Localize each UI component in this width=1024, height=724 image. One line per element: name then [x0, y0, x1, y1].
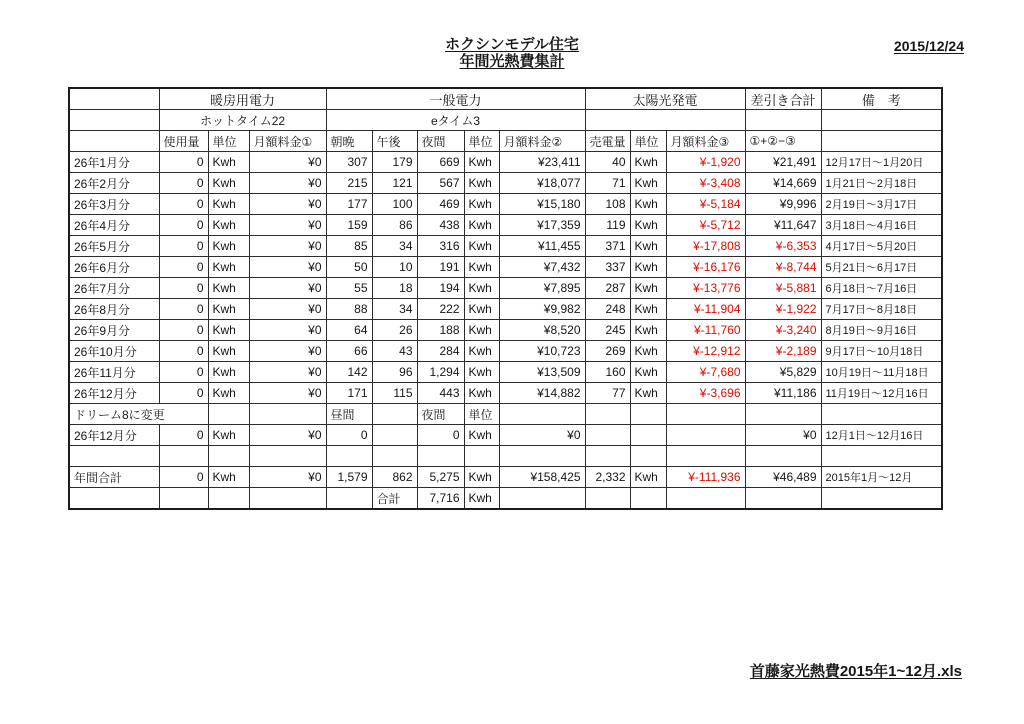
cell: Kwh	[630, 257, 666, 278]
empty-cell	[208, 488, 249, 510]
cell: 11月19日～12月16日	[821, 383, 942, 404]
cell: 0	[159, 194, 208, 215]
cell: ¥11,186	[745, 383, 821, 404]
empty-cell	[208, 446, 249, 467]
empty-cell	[499, 446, 585, 467]
cell: Kwh	[630, 362, 666, 383]
cell: 0	[159, 467, 208, 488]
cell: 179	[372, 152, 417, 173]
empty-cell	[745, 488, 821, 510]
cell: 438	[417, 215, 464, 236]
cell: 8月19日～9月16日	[821, 320, 942, 341]
cell: 10	[372, 257, 417, 278]
empty-cell	[249, 404, 326, 425]
cell: Kwh	[464, 425, 499, 446]
cell: Kwh	[208, 362, 249, 383]
cell: ¥-11,904	[666, 299, 745, 320]
cell: 0	[159, 236, 208, 257]
cell: 215	[326, 173, 372, 194]
empty-cell	[745, 110, 821, 131]
cell: 469	[417, 194, 464, 215]
cell: 26年6月分	[69, 257, 159, 278]
cell: ¥-13,776	[666, 278, 745, 299]
cell: 7,716	[417, 488, 464, 510]
cell: Kwh	[630, 299, 666, 320]
cell: 0	[159, 362, 208, 383]
empty-cell	[372, 446, 417, 467]
cell: 0	[159, 299, 208, 320]
cell: 0	[159, 278, 208, 299]
cell: 0	[417, 425, 464, 446]
month-row-2610	[69, 341, 942, 362]
cell: 合計	[372, 488, 417, 510]
cell: 26年9月分	[69, 320, 159, 341]
empty-cell	[159, 488, 208, 510]
cell: 64	[326, 320, 372, 341]
empty-cell	[821, 404, 942, 425]
cell: ¥13,509	[499, 362, 585, 383]
header-col-formula: ①+②−③	[745, 131, 821, 152]
empty-cell	[159, 446, 208, 467]
table-body	[69, 152, 942, 510]
header-plan-general: eタイム3	[326, 110, 585, 131]
month-row-2607	[69, 278, 942, 299]
cell: ¥0	[249, 173, 326, 194]
cell: Kwh	[630, 236, 666, 257]
month-row-2602	[69, 173, 942, 194]
cell: 194	[417, 278, 464, 299]
header-col-afternoon: 午後	[372, 131, 417, 152]
cell: 夜間	[417, 404, 464, 425]
header-group-solar: 太陽光発電	[585, 88, 745, 110]
cell: ¥11,455	[499, 236, 585, 257]
cell: 160	[585, 362, 630, 383]
cell: ¥8,520	[499, 320, 585, 341]
empty-cell	[821, 488, 942, 510]
empty-cell	[821, 446, 942, 467]
empty-cell	[585, 425, 630, 446]
cell: ¥14,882	[499, 383, 585, 404]
cell: 50	[326, 257, 372, 278]
month-row-2604	[69, 215, 942, 236]
cell: ¥-17,808	[666, 236, 745, 257]
cell: 85	[326, 236, 372, 257]
cell: 171	[326, 383, 372, 404]
title-line1: ホクシンモデル住宅	[445, 36, 579, 53]
cell: Kwh	[208, 278, 249, 299]
cell: 307	[326, 152, 372, 173]
header-group-heating: 暖房用電力	[159, 88, 326, 110]
empty-cell	[372, 425, 417, 446]
cell: 26年11月分	[69, 362, 159, 383]
cell: 119	[585, 215, 630, 236]
cell: ¥0	[249, 299, 326, 320]
cell: ¥0	[249, 257, 326, 278]
cell: ¥9,982	[499, 299, 585, 320]
cell: ¥0	[249, 383, 326, 404]
cell: Kwh	[208, 299, 249, 320]
cell: ¥-3,696	[666, 383, 745, 404]
cell: 1月21日～2月18日	[821, 173, 942, 194]
cell: Kwh	[208, 467, 249, 488]
cell: ¥-8,744	[745, 257, 821, 278]
cell: 26年2月分	[69, 173, 159, 194]
cell: 0	[159, 215, 208, 236]
empty-cell	[499, 404, 585, 425]
empty-cell	[585, 488, 630, 510]
header-col-unit1: 単位	[208, 131, 249, 152]
month-row-2605	[69, 236, 942, 257]
cell: 26年8月分	[69, 299, 159, 320]
empty-cell	[499, 488, 585, 510]
cell: ¥5,829	[745, 362, 821, 383]
cell: 371	[585, 236, 630, 257]
cell: Kwh	[208, 236, 249, 257]
cell: ¥-5,712	[666, 215, 745, 236]
cell: ¥-3,408	[666, 173, 745, 194]
cell: Kwh	[630, 383, 666, 404]
dream8-dec-row	[69, 425, 942, 446]
cell: 2月19日～3月17日	[821, 194, 942, 215]
utility-cost-table	[68, 87, 943, 510]
cell: 108	[585, 194, 630, 215]
empty-cell	[585, 404, 630, 425]
cell: 77	[585, 383, 630, 404]
empty-cell	[326, 488, 372, 510]
cell: Kwh	[464, 152, 499, 173]
cell: 316	[417, 236, 464, 257]
empty-cell	[249, 488, 326, 510]
cell: Kwh	[464, 299, 499, 320]
cell: Kwh	[630, 173, 666, 194]
cell: Kwh	[630, 320, 666, 341]
empty-cell	[630, 446, 666, 467]
empty-cell	[666, 446, 745, 467]
cell: Kwh	[464, 341, 499, 362]
cell: 9月17日～10月18日	[821, 341, 942, 362]
cell: 245	[585, 320, 630, 341]
cell: ¥21,491	[745, 152, 821, 173]
empty-cell	[69, 488, 159, 510]
cell: 443	[417, 383, 464, 404]
cell: 12月17日～1月20日	[821, 152, 942, 173]
header-col-morning-evening: 朝晩	[326, 131, 372, 152]
cell: ¥0	[499, 425, 585, 446]
empty-cell	[630, 425, 666, 446]
cell: ¥-12,912	[666, 341, 745, 362]
cell: Kwh	[208, 152, 249, 173]
cell: ¥7,432	[499, 257, 585, 278]
header-col-unit2: 単位	[464, 131, 499, 152]
cell: 191	[417, 257, 464, 278]
cell: 669	[417, 152, 464, 173]
cell: Kwh	[208, 341, 249, 362]
cell: 88	[326, 299, 372, 320]
cell: Kwh	[630, 467, 666, 488]
cell: ドリーム8に変更	[69, 404, 208, 425]
empty-cell	[630, 488, 666, 510]
cell: ¥0	[249, 215, 326, 236]
cell: ¥-16,176	[666, 257, 745, 278]
cell: 10月19日～11月18日	[821, 362, 942, 383]
cell: ¥17,359	[499, 215, 585, 236]
header-plan-heating: ホットタイム22	[159, 110, 326, 131]
cell: Kwh	[208, 215, 249, 236]
cell: ¥-5,184	[666, 194, 745, 215]
cell: Kwh	[464, 467, 499, 488]
title-line2: 年間光熱費集計	[459, 53, 565, 70]
cell: ¥-1,922	[745, 299, 821, 320]
cell: 177	[326, 194, 372, 215]
cell: 26年12月分	[69, 383, 159, 404]
empty-cell	[821, 110, 942, 131]
cell: ¥46,489	[745, 467, 821, 488]
cell: Kwh	[464, 488, 499, 510]
cell: 337	[585, 257, 630, 278]
annual-total-row	[69, 467, 942, 488]
cell: Kwh	[464, 362, 499, 383]
cell: Kwh	[208, 257, 249, 278]
cell: 4月17日～5月20日	[821, 236, 942, 257]
cell: 3月18日～4月16日	[821, 215, 942, 236]
empty-cell	[69, 110, 159, 131]
cell: 287	[585, 278, 630, 299]
cell: 12月1日～12月16日	[821, 425, 942, 446]
header-col-night: 夜間	[417, 131, 464, 152]
header-col-fee1: 月額料金①	[249, 131, 326, 152]
empty-cell	[745, 446, 821, 467]
cell: Kwh	[208, 194, 249, 215]
cell: ¥-2,189	[745, 341, 821, 362]
cell: 0	[159, 425, 208, 446]
empty-cell	[745, 404, 821, 425]
cell: Kwh	[464, 320, 499, 341]
cell: ¥0	[745, 425, 821, 446]
header-col-sold: 売電量	[585, 131, 630, 152]
cell: 222	[417, 299, 464, 320]
cell: 26年3月分	[69, 194, 159, 215]
month-row-2612	[69, 383, 942, 404]
cell: 6月18日～7月16日	[821, 278, 942, 299]
cell: 0	[159, 173, 208, 194]
empty-cell	[666, 425, 745, 446]
header-col-fee3: 月額料金③	[666, 131, 745, 152]
cell: 96	[372, 362, 417, 383]
empty-cell	[666, 488, 745, 510]
empty-cell	[464, 446, 499, 467]
cell: ¥7,895	[499, 278, 585, 299]
cell: Kwh	[630, 278, 666, 299]
cell: 5月21日～6月17日	[821, 257, 942, 278]
header-group-row	[69, 88, 942, 110]
cell: ¥-5,881	[745, 278, 821, 299]
cell: Kwh	[630, 152, 666, 173]
cell: 121	[372, 173, 417, 194]
cell: 0	[159, 341, 208, 362]
cell: 2,332	[585, 467, 630, 488]
empty-cell	[326, 446, 372, 467]
cell: 142	[326, 362, 372, 383]
cell: 269	[585, 341, 630, 362]
cell: ¥23,411	[499, 152, 585, 173]
cell: 5,275	[417, 467, 464, 488]
cell: Kwh	[464, 257, 499, 278]
cell: 862	[372, 467, 417, 488]
cell: 100	[372, 194, 417, 215]
cell: Kwh	[208, 320, 249, 341]
footer-filename: 首藤家光熱費2015年1~12月.xls	[749, 663, 962, 680]
cell: 159	[326, 215, 372, 236]
header-group-net: 差引き合計	[745, 88, 821, 110]
cell: Kwh	[464, 215, 499, 236]
cell: ¥9,996	[745, 194, 821, 215]
cell: ¥-11,760	[666, 320, 745, 341]
cell: ¥15,180	[499, 194, 585, 215]
cell: ¥0	[249, 152, 326, 173]
empty-cell	[585, 446, 630, 467]
cell: 26	[372, 320, 417, 341]
month-row-2603	[69, 194, 942, 215]
empty-cell	[821, 131, 942, 152]
empty-cell	[69, 131, 159, 152]
cell: 248	[585, 299, 630, 320]
spacer-row	[69, 446, 942, 467]
cell: Kwh	[630, 215, 666, 236]
cell: 0	[159, 383, 208, 404]
cell: 26年4月分	[69, 215, 159, 236]
empty-cell	[417, 446, 464, 467]
cell: ¥0	[249, 278, 326, 299]
cell: 26年12月分	[69, 425, 159, 446]
empty-cell	[69, 446, 159, 467]
header-column-row	[69, 131, 942, 152]
cell: ¥-111,936	[666, 467, 745, 488]
cell: ¥0	[249, 194, 326, 215]
cell: ¥14,669	[745, 173, 821, 194]
cell: ¥11,647	[745, 215, 821, 236]
cell: Kwh	[464, 173, 499, 194]
header-col-usage: 使用量	[159, 131, 208, 152]
empty-cell	[69, 88, 159, 110]
header-col-fee2: 月額料金②	[499, 131, 585, 152]
document-date: 2015/12/24	[893, 38, 964, 54]
cell: ¥0	[249, 236, 326, 257]
cell: 43	[372, 341, 417, 362]
cell: ¥-7,680	[666, 362, 745, 383]
cell: 34	[372, 299, 417, 320]
header-group-note: 備 考	[821, 88, 942, 110]
cell: 0	[326, 425, 372, 446]
cell: ¥18,077	[499, 173, 585, 194]
grand-sum-row	[69, 488, 942, 510]
cell: ¥158,425	[499, 467, 585, 488]
cell: ¥0	[249, 320, 326, 341]
cell: Kwh	[464, 278, 499, 299]
plan-change-row	[69, 404, 942, 425]
cell: 188	[417, 320, 464, 341]
cell: Kwh	[464, 383, 499, 404]
cell: 1,579	[326, 467, 372, 488]
cell: Kwh	[630, 341, 666, 362]
cell: 26年7月分	[69, 278, 159, 299]
cell: ¥-6,353	[745, 236, 821, 257]
cell: 34	[372, 236, 417, 257]
cell: Kwh	[208, 383, 249, 404]
empty-cell	[372, 404, 417, 425]
cell: 0	[159, 152, 208, 173]
cell: 26年5月分	[69, 236, 159, 257]
cell: 26年10月分	[69, 341, 159, 362]
cell: 115	[372, 383, 417, 404]
empty-cell	[666, 404, 745, 425]
cell: 18	[372, 278, 417, 299]
cell: Kwh	[464, 236, 499, 257]
header-col-unit3: 単位	[630, 131, 666, 152]
cell: 71	[585, 173, 630, 194]
cell: Kwh	[464, 194, 499, 215]
cell: 0	[159, 320, 208, 341]
empty-cell	[585, 110, 745, 131]
page-title	[0, 36, 1024, 70]
cell: 単位	[464, 404, 499, 425]
empty-cell	[630, 404, 666, 425]
cell: Kwh	[208, 173, 249, 194]
header-group-general: 一般電力	[326, 88, 585, 110]
month-row-2601	[69, 152, 942, 173]
cell: ¥0	[249, 425, 326, 446]
cell: Kwh	[208, 425, 249, 446]
cell: Kwh	[630, 194, 666, 215]
cell: 567	[417, 173, 464, 194]
cell: 7月17日～8月18日	[821, 299, 942, 320]
cell: 0	[159, 257, 208, 278]
month-row-2609	[69, 320, 942, 341]
month-row-2611	[69, 362, 942, 383]
header-plan-row	[69, 110, 942, 131]
month-row-2608	[69, 299, 942, 320]
cell: ¥-3,240	[745, 320, 821, 341]
cell: ¥0	[249, 467, 326, 488]
cell: 86	[372, 215, 417, 236]
empty-cell	[208, 404, 249, 425]
cell: 2015年1月～12月	[821, 467, 942, 488]
cell: 40	[585, 152, 630, 173]
cell: 284	[417, 341, 464, 362]
cell: 26年1月分	[69, 152, 159, 173]
cell: 66	[326, 341, 372, 362]
cell: 1,294	[417, 362, 464, 383]
cell: ¥-1,920	[666, 152, 745, 173]
cell: ¥0	[249, 362, 326, 383]
cell: ¥10,723	[499, 341, 585, 362]
cell: ¥0	[249, 341, 326, 362]
cell: 55	[326, 278, 372, 299]
cell: 年間合計	[69, 467, 159, 488]
empty-cell	[249, 446, 326, 467]
month-row-2606	[69, 257, 942, 278]
cell: 昼間	[326, 404, 372, 425]
